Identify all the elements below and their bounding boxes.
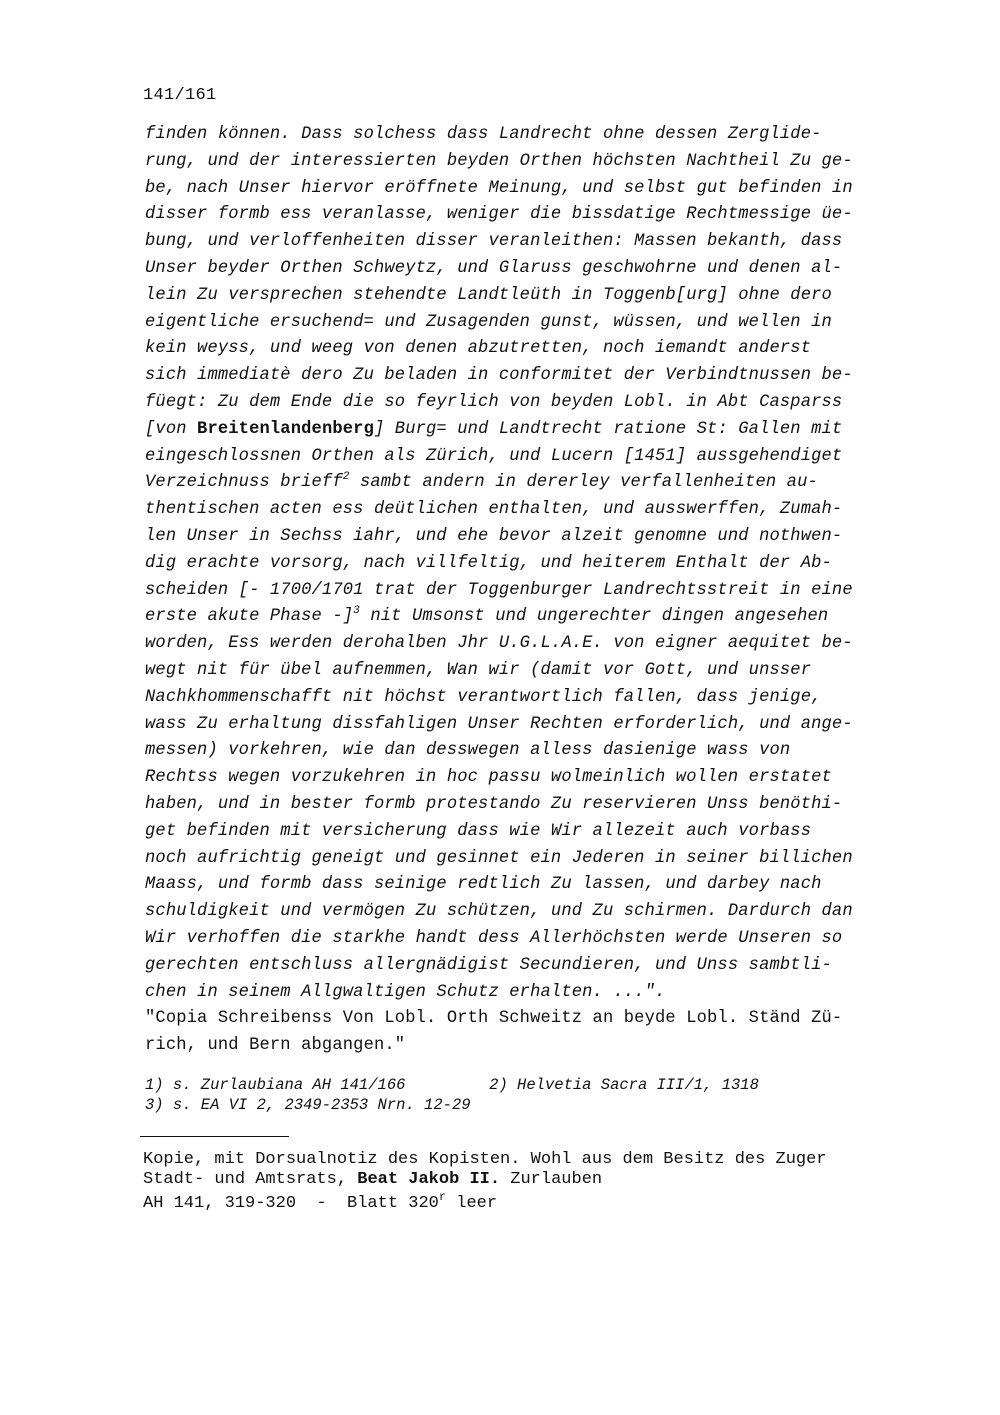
footnote-ref-2: 2	[342, 471, 350, 484]
text-line: Maass, und formb dass seinige redtlich Zu lassen, und darbey nach	[145, 875, 822, 895]
text-line: sich immediatè dero Zu beladen in conformitet der Verbindtnussen be-	[145, 366, 853, 386]
source-note	[143, 1150, 923, 1214]
text-line: chen in seinem Allgwaltigen Schutz erhalten. ...".	[145, 982, 666, 1002]
separator-rule	[140, 1136, 289, 1137]
text-line: Nachkhommenschafft nit höchst verantwortlich fallen, dass jenige,	[145, 687, 822, 707]
text-line: disser formb ess veranlasse, weniger die bissdatige Rechtmessige üe-	[145, 205, 853, 225]
source-line	[143, 1170, 923, 1190]
text-line: füegt: Zu dem Ende die so feyrlich von beyden Lobl. in Abt Casparss	[145, 392, 843, 412]
text-line: noch aufrichtig geneigt und gesinnet ein Jederen in seiner billichen	[145, 848, 853, 868]
footnotes	[145, 1075, 905, 1115]
text-line: eingeschlossnen Orthen als Zürich, und Lucern [1451] aussgehendiget	[145, 446, 843, 466]
text-line: bung, und verloffenheiten disser veranleithen: Massen bekanth, dass	[145, 232, 843, 252]
text-line: finden können. Dass solchess dass Landrecht ohne dessen Zerglide-	[145, 125, 822, 144]
text-line	[145, 417, 915, 444]
footnote-line: 3) s. EA VI 2, 2349-2353 Nrn. 12-29	[145, 1096, 471, 1114]
text-line: haben, und in bester formb protestando Zu reservieren Unss benöthi-	[145, 794, 843, 814]
text-fragment: AH 141, 319-320 - Blatt 320	[143, 1194, 439, 1213]
text-fragment: Zurlauben	[500, 1170, 603, 1189]
text-fragment: [von	[145, 419, 198, 439]
text-line: wass Zu erhaltung dissfahligen Unser Rechten erforderlich, und ange-	[145, 714, 853, 734]
text-line	[145, 604, 915, 631]
text-line: len Unser in Sechss iahr, und ehe bevor alzeit genomne und nothwen-	[145, 526, 843, 546]
text-line: worden, Ess werden derohalben Jhr U.G.L.A.E. von eigner aequitet be-	[145, 634, 853, 654]
source-line	[143, 1190, 923, 1214]
text-line: eigentliche ersuchend= und Zusagenden gunst, wüssen, und wellen in	[145, 312, 832, 332]
text-line: Unser beyder Orthen Schweytz, und Glaruss geschwohrne und denen al-	[145, 258, 843, 278]
text-fragment: erste akute Phase -]	[145, 607, 354, 627]
text-line: messen) vorkehren, wie dan desswegen alless dasienige wass von	[145, 741, 791, 761]
text-line: get befinden mit versicherung dass wie Wir allezeit auch vorbass	[145, 821, 812, 841]
text-line: kein weyss, und weeg von denen abzutretten, noch iemandt anderst	[145, 339, 812, 359]
text-line: wegt nit für übel aufnemmen, Wan wir (damit vor Gott, und unsser	[145, 660, 812, 680]
letter-body	[145, 122, 915, 1060]
text-fragment: ] Burg= und Landtrecht ratione St: Gallen mit	[373, 419, 843, 439]
person-name-breitenlandenberg: Breitenlandenberg	[197, 419, 374, 439]
text-fragment: Stadt- und Amtsrats,	[143, 1170, 358, 1189]
text-line: gerechten entschluss allergnädigist Secundieren, und Unss sambtli-	[145, 955, 832, 975]
text-line: Wir verhoffen die starkhe handt dess Allerhöchsten werde Unseren so	[145, 928, 843, 948]
footnote-ref-3: 3	[353, 605, 360, 618]
text-fragment: nit Umsonst und ungerechter dingen angesehen	[359, 607, 829, 627]
text-line: be, nach Unser hiervor eröffnete Meinung, und selbst gut befinden in	[145, 178, 853, 198]
text-fragment: Verzeichnuss brieff	[145, 473, 343, 493]
text-fragment: sambt andern in dererley verfallenheiten au-	[349, 473, 818, 493]
recto-marker: r	[438, 1190, 447, 1204]
text-fragment: leer	[446, 1194, 498, 1213]
text-line: Rechtss wegen vorzukehren in hoc passu wolmeinlich wollen erstatet	[145, 768, 832, 788]
copy-note-line: rich, und Bern abgangen."	[145, 1036, 406, 1056]
page-number: 141/161	[143, 86, 217, 105]
person-name-beat-jakob: Beat Jakob II.	[357, 1170, 501, 1189]
footnote-line: 1) s. Zurlaubiana AH 141/166 2) Helvetia Sacra III/1, 1318	[145, 1076, 759, 1094]
text-line: schuldigkeit und vermögen Zu schützen, und Zu schirmen. Dardurch dan	[145, 902, 853, 922]
text-line: dig erachte vorsorg, nach villfeltig, und heiterem Enthalt der Ab-	[145, 553, 832, 573]
text-line: scheiden [- 1700/1701 trat der Toggenburger Landrechtsstreit in eine	[145, 580, 853, 600]
copy-note-line: "Copia Schreibenss Von Lobl. Orth Schweitz an beyde Lobl. Ständ Zü-	[145, 1009, 843, 1029]
text-line: thentischen acten ess deütlichen enthalten, und ausswerffen, Zumah-	[145, 500, 843, 520]
text-line	[145, 470, 915, 497]
text-line: lein Zu versprechen stehendte Landtleüth in Toggenb[urg] ohne dero	[145, 285, 832, 305]
text-line: rung, und der interessierten beyden Orthen höchsten Nachtheil Zu ge-	[145, 151, 853, 171]
source-line: Kopie, mit Dorsualnotiz des Kopisten. Wohl aus dem Besitz des Zuger	[143, 1150, 827, 1169]
